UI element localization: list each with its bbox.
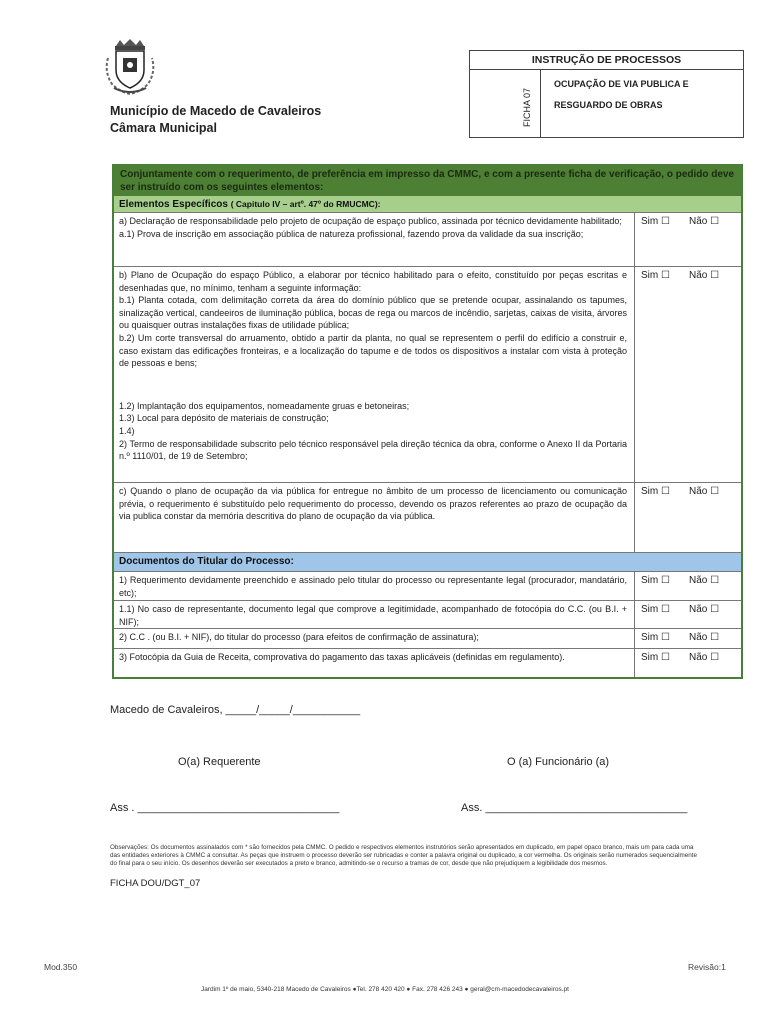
subject-line-2: RESGUARDO DE OBRAS [554, 100, 663, 110]
checkbox-cell [634, 601, 741, 628]
observations-text: Observações: Os documentos assinalados com * são fornecidos pela CMMC. O pedido e respectivos elementos instrutórios serão apresentados em duplicado, em papel opaco branco, mais um para cada uma das entidades exteriores à CMMC a consultar. As peças que instruem o processo deverão ser rubricadas e conter a palavra original ou duplicado, a cor vermelha. Os originais serão numerados sequencialmente do final para o seu início. Os desenhos deverão ser executados a preto e branco, admitindo-se o recurso a tramas de cor, desde que não prejudiquem a legibilidade dos mesmos. [110, 844, 697, 867]
yes-checkbox[interactable]: Sim ☐ [641, 270, 670, 281]
ficha-column [470, 69, 541, 137]
ficha-label: FICHA 07 [522, 87, 532, 127]
checkbox-cell [634, 629, 741, 648]
item-b2-text: b.2) Um corte transversal do arruamento, obtido a partir da planta, no qual se representem o perfil do edifício a construir e, caso existam das edificações fronteiras, e a localização do tapume e de todos os dispositivos a instalar com vista à proteção de pessoas e bens; [119, 332, 627, 369]
intro-text: Conjuntamente com o requerimento, de preferência em impresso da CMMC, e com a presente ficha de verificação, o pedido deve ser instruído com os seguintes elementos: [114, 166, 741, 196]
document-row-1-1 [114, 600, 741, 628]
revision-number: Revisão:1 [688, 962, 726, 972]
checklist-row-c [114, 482, 741, 552]
doc-1-1-text: 1.1) No caso de representante, documento legal que comprove a legitimidade, acompanhado de fotocópia do C.C. (ou B.I. + NIF); [119, 604, 627, 627]
item-c-text: c) Quando o plano de ocupação da via pública for entregue no âmbito de um processo de licenciamento ou comunicação prévia, o requerimento é substituído pelo requerimento do processo, devendo os prazos referentes ao prazo de ocupação da via publica constar da memória descritiva do plano de ocupação da via pública. [119, 486, 627, 522]
item-a1-text: a.1) Prova de inscrição em associação pública de natureza profissional, fazendo prova da validade da sua inscrição; [119, 228, 584, 239]
item-1-3-text: 1.3) Local para depósito de materiais de construção; [119, 413, 329, 424]
applicant-label: O(a) Requerente [178, 756, 261, 768]
yes-checkbox[interactable]: Sim ☐ [641, 216, 670, 227]
yes-checkbox[interactable]: Sim ☐ [641, 604, 670, 615]
no-checkbox[interactable]: Não ☐ [689, 486, 720, 497]
document-row-3 [114, 648, 741, 677]
item-b-text: b) Plano de Ocupação do espaço Público, a elaborar por técnico habilitado para o efeito, constituído por peças escritas e desenhadas que, no mínimo, tenham a seguinte informação: [119, 270, 627, 293]
yes-checkbox[interactable]: Sim ☐ [641, 652, 670, 663]
yes-checkbox[interactable]: Sim ☐ [641, 632, 670, 643]
official-signature-line[interactable]: Ass. _________________________________ [461, 802, 688, 814]
item-2-text: 2) Termo de responsabilidade subscrito pelo técnico responsável pela direção técnica da obra, conforme o Anexo II da Portaria n.º 1110/01, de 19 de Setembro; [119, 438, 627, 462]
checkbox-cell [634, 649, 741, 677]
subject-line-1: OCUPAÇÃO DE VIA PUBLICA E [554, 79, 689, 89]
document-row-2 [114, 628, 741, 648]
ficha-code: FICHA DOU/DGT_07 [110, 878, 201, 889]
no-checkbox[interactable]: Não ☐ [689, 575, 720, 586]
municipal-crest-logo [102, 38, 158, 96]
date-field[interactable]: Macedo de Cavaleiros, _____/_____/___________ [110, 704, 361, 716]
checklist-table [112, 164, 743, 679]
item-1-4-text: 1.4) [119, 425, 135, 436]
item-b1-text: b.1) Planta cotada, com delimitação correta da área do domínio público que se pretende ocupar, assinalando os tapumes, sinalização vertical, candeeiros de iluminação pública, bocas de rega ou marcos de incêndio, sarjetas, caixas de visita, árvores ou quaisquer outras instalações fixas de utilidade pública; [119, 295, 627, 331]
council-name: Câmara Municipal [110, 121, 217, 135]
item-1-2-text: 1.2) Implantação dos equipamentos, nomeadamente gruas e betoneiras; [119, 400, 410, 411]
checklist-row-b [114, 266, 741, 482]
yes-checkbox[interactable]: Sim ☐ [641, 486, 670, 497]
checkbox-cell [634, 572, 741, 600]
specific-elements-header [114, 196, 741, 212]
checkbox-cell [634, 267, 741, 482]
process-instruction-box [469, 50, 744, 138]
applicant-signature-line[interactable]: Ass . _________________________________ [110, 802, 340, 814]
contact-address: Jardim 1º de maio, 5340-218 Macedo de Cavaleiros ●Tel. 278 420 420 ● Fax. 278 426 243 ● geral@cm-macedodecavaleiros.pt [201, 986, 569, 993]
checkbox-cell [634, 483, 741, 552]
item-a-text: a) Declaração de responsabilidade pelo projeto de ocupação de espaço publico, assinada por técnico devidamente habilitado; [119, 216, 622, 226]
doc-2-text: 2) C.C . (ou B.I. + NIF), do titular do processo (para efeitos de confirmação de assinatura); [119, 632, 479, 642]
municipality-name: Município de Macedo de Cavaleiros [110, 104, 322, 118]
holder-documents-header: Documentos do Titular do Processo: [114, 552, 741, 571]
specific-elements-title: Elementos Específicos [119, 199, 228, 210]
no-checkbox[interactable]: Não ☐ [689, 632, 720, 643]
specific-elements-reference: ( Capitulo IV – artº. 47º do RMUCMC): [230, 199, 381, 209]
checklist-row-a [114, 212, 741, 266]
official-label: O (a) Funcionário (a) [507, 756, 610, 768]
model-number: Mod.350 [44, 962, 78, 972]
no-checkbox[interactable]: Não ☐ [689, 270, 720, 281]
doc-1-text: 1) Requerimento devidamente preenchido e assinado pelo titular do processo ou representante legal (procurador, mandatário, etc); [119, 575, 627, 598]
checkbox-cell [634, 213, 741, 266]
document-row-1 [114, 571, 741, 600]
box-title: INSTRUÇÃO DE PROCESSOS [470, 51, 743, 70]
no-checkbox[interactable]: Não ☐ [689, 216, 720, 227]
doc-3-text: 3) Fotocópia da Guia de Receita, comprovativa do pagamento das taxas aplicáveis (definidas em regulamento). [119, 652, 565, 662]
no-checkbox[interactable]: Não ☐ [689, 604, 720, 615]
yes-checkbox[interactable]: Sim ☐ [641, 575, 670, 586]
no-checkbox[interactable]: Não ☐ [689, 652, 720, 663]
